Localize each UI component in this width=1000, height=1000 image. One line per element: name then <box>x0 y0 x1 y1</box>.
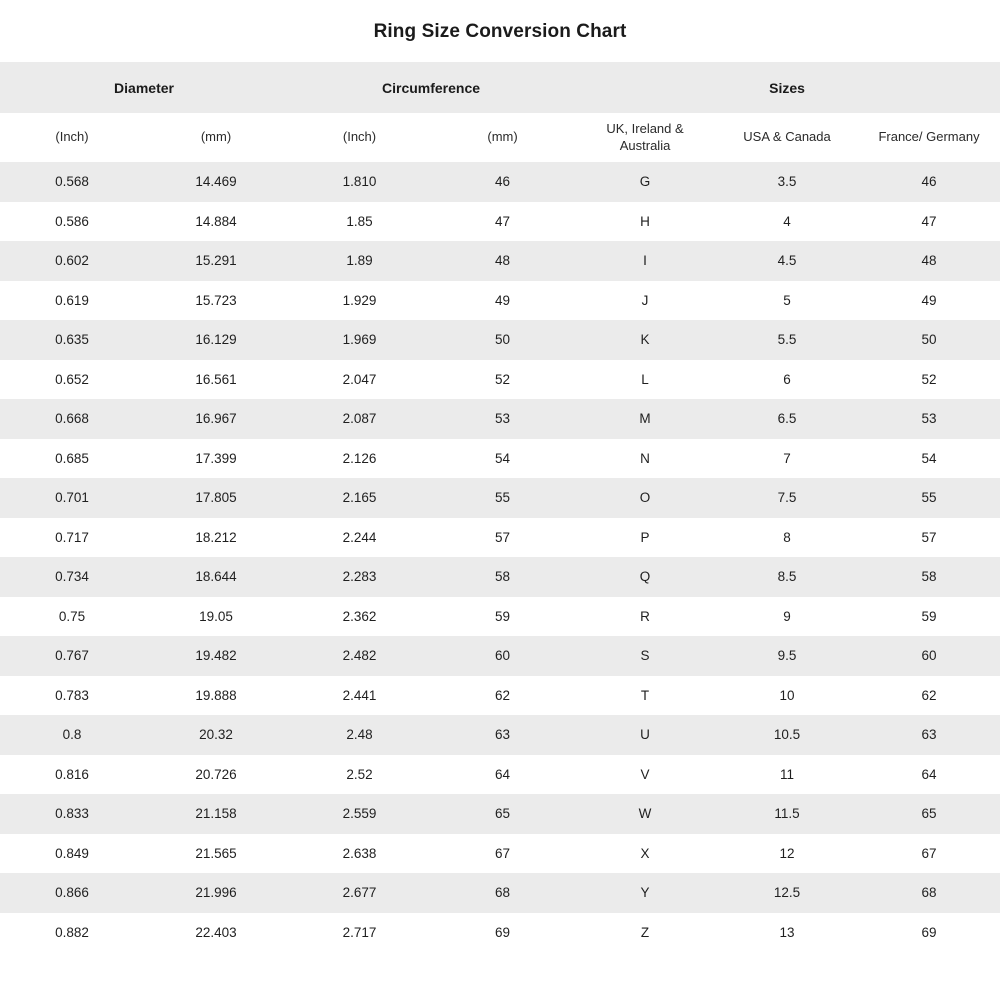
table-cell: 2.087 <box>288 399 431 439</box>
table-cell: 14.469 <box>144 162 288 202</box>
table-cell: Q <box>574 557 716 597</box>
table-cell: 6.5 <box>716 399 858 439</box>
table-cell: 50 <box>858 320 1000 360</box>
table-row <box>0 755 1000 795</box>
table-cell: G <box>574 162 716 202</box>
table-cell: O <box>574 478 716 518</box>
table-cell: P <box>574 518 716 558</box>
table-cell: 67 <box>858 834 1000 874</box>
table-group-header-row <box>0 62 1000 113</box>
table-cell: 62 <box>858 676 1000 716</box>
table-row <box>0 241 1000 281</box>
column-header-uk-ireland-australia: UK, Ireland & Australia <box>574 113 716 162</box>
table-cell: 9 <box>716 597 858 637</box>
table-row <box>0 162 1000 202</box>
table-cell: 16.561 <box>144 360 288 400</box>
table-cell: 64 <box>858 755 1000 795</box>
table-cell: 21.158 <box>144 794 288 834</box>
table-cell: 64 <box>431 755 574 795</box>
table-cell: 60 <box>431 636 574 676</box>
table-cell: 15.723 <box>144 281 288 321</box>
table-cell: 2.126 <box>288 439 431 479</box>
table-cell: N <box>574 439 716 479</box>
table-cell: 68 <box>858 873 1000 913</box>
table-row <box>0 360 1000 400</box>
group-header-circumference: Circumference <box>288 62 574 113</box>
table-cell: 8 <box>716 518 858 558</box>
table-row <box>0 636 1000 676</box>
table-cell: 69 <box>858 913 1000 953</box>
table-cell: 11.5 <box>716 794 858 834</box>
table-row <box>0 320 1000 360</box>
table-row <box>0 439 1000 479</box>
table-cell: 0.866 <box>0 873 144 913</box>
column-header-circumference-mm: (mm) <box>431 113 574 162</box>
table-row <box>0 399 1000 439</box>
table-cell: 1.929 <box>288 281 431 321</box>
table-cell: 59 <box>431 597 574 637</box>
table-cell: 2.362 <box>288 597 431 637</box>
table-cell: 58 <box>431 557 574 597</box>
table-cell: L <box>574 360 716 400</box>
table-cell: 0.767 <box>0 636 144 676</box>
table-cell: 0.833 <box>0 794 144 834</box>
table-cell: H <box>574 202 716 242</box>
table-cell: 2.638 <box>288 834 431 874</box>
table-cell: 60 <box>858 636 1000 676</box>
table-cell: 0.652 <box>0 360 144 400</box>
table-cell: J <box>574 281 716 321</box>
table-cell: 6 <box>716 360 858 400</box>
column-header-diameter-inch: (Inch) <box>0 113 144 162</box>
table-cell: W <box>574 794 716 834</box>
table-cell: 0.668 <box>0 399 144 439</box>
table-cell: 19.482 <box>144 636 288 676</box>
table-cell: 0.734 <box>0 557 144 597</box>
table-cell: 53 <box>858 399 1000 439</box>
table-cell: 52 <box>431 360 574 400</box>
table-cell: S <box>574 636 716 676</box>
table-cell: 2.283 <box>288 557 431 597</box>
table-cell: 22.403 <box>144 913 288 953</box>
table-cell: 8.5 <box>716 557 858 597</box>
table-cell: 5.5 <box>716 320 858 360</box>
table-cell: 12.5 <box>716 873 858 913</box>
table-subheader-row <box>0 113 1000 162</box>
group-header-sizes: Sizes <box>574 62 1000 113</box>
table-body <box>0 162 1000 952</box>
table-cell: 46 <box>431 162 574 202</box>
table-cell: 14.884 <box>144 202 288 242</box>
table-row <box>0 794 1000 834</box>
table-cell: 12 <box>716 834 858 874</box>
table-row <box>0 834 1000 874</box>
table-cell: 0.849 <box>0 834 144 874</box>
table-cell: 21.996 <box>144 873 288 913</box>
table-cell: 2.441 <box>288 676 431 716</box>
table-cell: 47 <box>431 202 574 242</box>
table-cell: 3.5 <box>716 162 858 202</box>
table-cell: I <box>574 241 716 281</box>
table-cell: 53 <box>431 399 574 439</box>
table-cell: 21.565 <box>144 834 288 874</box>
table-cell: 0.586 <box>0 202 144 242</box>
table-cell: 11 <box>716 755 858 795</box>
table-row <box>0 518 1000 558</box>
table-cell: 0.602 <box>0 241 144 281</box>
table-cell: V <box>574 755 716 795</box>
table-cell: 2.717 <box>288 913 431 953</box>
column-header-france-germany: France/ Germany <box>858 113 1000 162</box>
table-cell: 16.967 <box>144 399 288 439</box>
table-cell: 0.619 <box>0 281 144 321</box>
table-row <box>0 913 1000 953</box>
table-cell: U <box>574 715 716 755</box>
ring-size-conversion-table <box>0 62 1000 952</box>
table-cell: 20.726 <box>144 755 288 795</box>
table-cell: 0.75 <box>0 597 144 637</box>
table-cell: 19.888 <box>144 676 288 716</box>
table-cell: 0.783 <box>0 676 144 716</box>
table-row <box>0 478 1000 518</box>
table-cell: 17.805 <box>144 478 288 518</box>
table-cell: 2.047 <box>288 360 431 400</box>
table-cell: 0.685 <box>0 439 144 479</box>
table-cell: 0.568 <box>0 162 144 202</box>
table-cell: 0.8 <box>0 715 144 755</box>
table-cell: 58 <box>858 557 1000 597</box>
table-cell: 65 <box>858 794 1000 834</box>
table-cell: 4 <box>716 202 858 242</box>
table-cell: 9.5 <box>716 636 858 676</box>
table-cell: 54 <box>431 439 574 479</box>
table-row <box>0 281 1000 321</box>
table-cell: 55 <box>858 478 1000 518</box>
table-cell: Y <box>574 873 716 913</box>
table-cell: 57 <box>431 518 574 558</box>
table-cell: 67 <box>431 834 574 874</box>
table-cell: 0.701 <box>0 478 144 518</box>
column-header-usa-canada: USA & Canada <box>716 113 858 162</box>
table-cell: 10 <box>716 676 858 716</box>
table-cell: M <box>574 399 716 439</box>
table-cell: 2.165 <box>288 478 431 518</box>
table-cell: 65 <box>431 794 574 834</box>
table-cell: 68 <box>431 873 574 913</box>
table-cell: 7 <box>716 439 858 479</box>
table-cell: 49 <box>431 281 574 321</box>
table-cell: 69 <box>431 913 574 953</box>
table-cell: 2.677 <box>288 873 431 913</box>
table-cell: 20.32 <box>144 715 288 755</box>
page-title: Ring Size Conversion Chart <box>373 21 627 42</box>
table-cell: 0.635 <box>0 320 144 360</box>
table-cell: 54 <box>858 439 1000 479</box>
table-cell: 18.212 <box>144 518 288 558</box>
table-cell: 16.129 <box>144 320 288 360</box>
table-cell: 19.05 <box>144 597 288 637</box>
table-cell: 46 <box>858 162 1000 202</box>
table-cell: 2.244 <box>288 518 431 558</box>
table-cell: 2.52 <box>288 755 431 795</box>
table-cell: 63 <box>431 715 574 755</box>
table-cell: R <box>574 597 716 637</box>
table-cell: 49 <box>858 281 1000 321</box>
table-row <box>0 873 1000 913</box>
table-cell: 2.482 <box>288 636 431 676</box>
table-cell: 2.48 <box>288 715 431 755</box>
table-cell: 1.969 <box>288 320 431 360</box>
table-cell: 1.89 <box>288 241 431 281</box>
table-row <box>0 557 1000 597</box>
table-cell: 1.85 <box>288 202 431 242</box>
table-cell: K <box>574 320 716 360</box>
table-row <box>0 715 1000 755</box>
table-cell: 55 <box>431 478 574 518</box>
table-cell: 50 <box>431 320 574 360</box>
table-cell: 59 <box>858 597 1000 637</box>
table-row <box>0 676 1000 716</box>
table-cell: 10.5 <box>716 715 858 755</box>
table-cell: 13 <box>716 913 858 953</box>
table-row <box>0 202 1000 242</box>
table-cell: Z <box>574 913 716 953</box>
table-cell: 5 <box>716 281 858 321</box>
table-cell: 48 <box>431 241 574 281</box>
column-header-diameter-mm: (mm) <box>144 113 288 162</box>
table-cell: 48 <box>858 241 1000 281</box>
table-cell: 15.291 <box>144 241 288 281</box>
table-cell: 57 <box>858 518 1000 558</box>
table-cell: 7.5 <box>716 478 858 518</box>
table-cell: 0.717 <box>0 518 144 558</box>
table-cell: 2.559 <box>288 794 431 834</box>
table-row <box>0 597 1000 637</box>
table-header <box>0 62 1000 162</box>
group-header-diameter: Diameter <box>0 62 288 113</box>
column-header-circumference-inch: (Inch) <box>288 113 431 162</box>
table-cell: 52 <box>858 360 1000 400</box>
table-cell: T <box>574 676 716 716</box>
table-cell: X <box>574 834 716 874</box>
table-cell: 63 <box>858 715 1000 755</box>
table-cell: 18.644 <box>144 557 288 597</box>
table-cell: 47 <box>858 202 1000 242</box>
table-cell: 4.5 <box>716 241 858 281</box>
table-cell: 0.816 <box>0 755 144 795</box>
table-cell: 62 <box>431 676 574 716</box>
table-cell: 17.399 <box>144 439 288 479</box>
table-cell: 1.810 <box>288 162 431 202</box>
table-cell: 0.882 <box>0 913 144 953</box>
